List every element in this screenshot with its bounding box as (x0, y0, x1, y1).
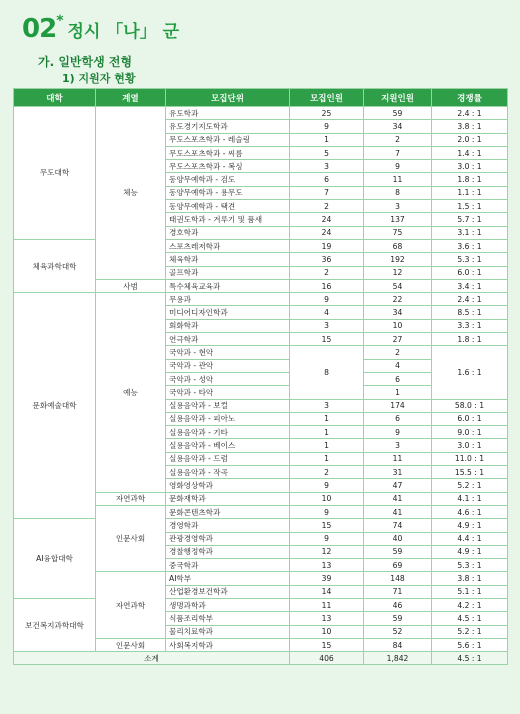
college-cell: 보건복지과학대학 (14, 598, 96, 651)
recruit-cell: 9 (290, 479, 364, 492)
applicants-cell: 27 (364, 333, 432, 346)
recruit-cell: 15 (290, 333, 364, 346)
section-title: 정시 「나」 군 (67, 22, 180, 42)
column-header-applicants: 지원인원 (364, 89, 432, 107)
total-recruit: 406 (290, 652, 364, 665)
unit-cell: 실용음악과 - 드럼 (166, 452, 290, 465)
field-cell: 체능 (96, 107, 166, 280)
applicants-cell: 34 (364, 120, 432, 133)
column-header-field: 계열 (96, 89, 166, 107)
rate-cell: 11.0 : 1 (432, 452, 508, 465)
rate-cell: 2.4 : 1 (432, 107, 508, 120)
unit-cell: 무도스포츠학과 - 복싱 (166, 160, 290, 173)
rate-cell: 4.9 : 1 (432, 519, 508, 532)
table-row (14, 239, 508, 252)
rate-cell: 5.1 : 1 (432, 585, 508, 598)
recruit-cell: 10 (290, 625, 364, 638)
rate-cell: 3.4 : 1 (432, 279, 508, 292)
applicants-cell: 2 (364, 133, 432, 146)
section-number: 02 (22, 14, 57, 44)
rate-cell: 3.8 : 1 (432, 572, 508, 585)
applicants-cell: 137 (364, 213, 432, 226)
applicants-cell: 10 (364, 319, 432, 332)
applicants-cell: 74 (364, 519, 432, 532)
section-header (22, 14, 179, 44)
applicants-cell: 41 (364, 505, 432, 518)
recruit-cell: 2 (290, 466, 364, 479)
recruit-cell: 9 (290, 532, 364, 545)
rate-cell: 4.2 : 1 (432, 598, 508, 611)
applicants-cell: 52 (364, 625, 432, 638)
unit-cell: 경호학과 (166, 226, 290, 239)
applicants-cell: 84 (364, 638, 432, 651)
unit-cell: 경영학과 (166, 519, 290, 532)
applicants-cell: 59 (364, 545, 432, 558)
recruit-cell: 16 (290, 279, 364, 292)
unit-cell: 영화영상학과 (166, 479, 290, 492)
rate-cell: 1.8 : 1 (432, 333, 508, 346)
recruit-cell: 24 (290, 213, 364, 226)
field-cell: 자연과학 (96, 492, 166, 505)
rate-cell: 5.7 : 1 (432, 213, 508, 226)
unit-cell: 물리치료학과 (166, 625, 290, 638)
recruit-cell: 3 (290, 160, 364, 173)
unit-cell: 동양무예학과 - 용무도 (166, 186, 290, 199)
unit-cell: 동양무예학과 - 택견 (166, 200, 290, 213)
column-header-college: 대학 (14, 89, 96, 107)
recruit-cell: 6 (290, 173, 364, 186)
rate-cell: 15.5 : 1 (432, 466, 508, 479)
unit-cell: 회화학과 (166, 319, 290, 332)
unit-cell: 동양무예학과 - 검도 (166, 173, 290, 186)
recruit-cell: 3 (290, 399, 364, 412)
applicants-cell: 59 (364, 612, 432, 625)
unit-cell: 무도스포츠학과 - 레슬링 (166, 133, 290, 146)
rate-cell: 58.0 : 1 (432, 399, 508, 412)
rate-cell: 3.0 : 1 (432, 439, 508, 452)
unit-cell: 산업환경보건학과 (166, 585, 290, 598)
unit-cell: 문화재학과 (166, 492, 290, 505)
unit-cell: 국악과 - 관악 (166, 359, 290, 372)
applicant-status-table (13, 88, 508, 665)
unit-cell: 중국학과 (166, 559, 290, 572)
unit-cell: 국악과 - 현악 (166, 346, 290, 359)
applicants-cell: 2 (364, 346, 432, 359)
applicants-cell: 174 (364, 399, 432, 412)
recruit-cell: 10 (290, 492, 364, 505)
unit-cell: 생명과학과 (166, 598, 290, 611)
table-row (14, 293, 508, 306)
recruit-cell: 9 (290, 120, 364, 133)
applicants-cell: 3 (364, 439, 432, 452)
applicants-cell: 69 (364, 559, 432, 572)
unit-cell: 관광경영학과 (166, 532, 290, 545)
applicants-cell: 54 (364, 279, 432, 292)
rate-cell: 4.6 : 1 (432, 505, 508, 518)
rate-cell: 4.4 : 1 (432, 532, 508, 545)
recruit-cell: 3 (290, 319, 364, 332)
unit-cell: 실용음악과 - 베이스 (166, 439, 290, 452)
unit-cell: 식품조리학부 (166, 612, 290, 625)
field-cell: 자연과학 (96, 572, 166, 638)
column-header-unit: 모집단위 (166, 89, 290, 107)
rate-cell: 3.6 : 1 (432, 239, 508, 252)
rate-cell: 4.5 : 1 (432, 612, 508, 625)
recruit-cell: 5 (290, 146, 364, 159)
recruit-cell: 15 (290, 519, 364, 532)
column-header-rate: 경쟁률 (432, 89, 508, 107)
subheading: 가. 일반학생 전형 (38, 55, 133, 69)
recruit-cell: 15 (290, 638, 364, 651)
rate-cell: 4.9 : 1 (432, 545, 508, 558)
total-row (14, 652, 508, 665)
applicants-cell: 12 (364, 266, 432, 279)
applicants-cell: 34 (364, 306, 432, 319)
column-header-recruit: 모집인원 (290, 89, 364, 107)
field-cell: 인문사회 (96, 505, 166, 571)
total-applicants: 1,842 (364, 652, 432, 665)
applicants-cell: 9 (364, 160, 432, 173)
table-row (14, 519, 508, 532)
field-cell: 예능 (96, 293, 166, 492)
recruit-cell: 25 (290, 107, 364, 120)
rate-cell: 1.5 : 1 (432, 200, 508, 213)
applicants-cell: 46 (364, 598, 432, 611)
unit-cell: 무도스포츠학과 - 씨름 (166, 146, 290, 159)
unit-cell: 유도학과 (166, 107, 290, 120)
rate-cell-merged: 1.6 : 1 (432, 346, 508, 399)
unit-cell: 실용음악과 - 보컬 (166, 399, 290, 412)
recruit-cell: 1 (290, 439, 364, 452)
recruit-cell: 11 (290, 598, 364, 611)
applicants-cell: 3 (364, 200, 432, 213)
applicants-cell: 6 (364, 372, 432, 385)
unit-cell: 특수체육교육과 (166, 279, 290, 292)
recruit-cell: 39 (290, 572, 364, 585)
rate-cell: 5.2 : 1 (432, 479, 508, 492)
recruit-cell: 1 (290, 133, 364, 146)
applicants-cell: 192 (364, 253, 432, 266)
college-cell: 체육과학대학 (14, 239, 96, 292)
rate-cell: 6.0 : 1 (432, 266, 508, 279)
applicants-cell: 31 (364, 466, 432, 479)
unit-cell: 실용음악과 - 기타 (166, 426, 290, 439)
college-cell: 무도대학 (14, 107, 96, 240)
college-cell: AI융합대학 (14, 519, 96, 599)
rate-cell: 3.3 : 1 (432, 319, 508, 332)
rate-cell: 5.3 : 1 (432, 253, 508, 266)
rate-cell: 9.0 : 1 (432, 426, 508, 439)
recruit-cell: 4 (290, 306, 364, 319)
unit-cell: 경찰행정학과 (166, 545, 290, 558)
unit-cell: 골프학과 (166, 266, 290, 279)
applicants-cell: 7 (364, 146, 432, 159)
recruit-cell-merged: 8 (290, 346, 364, 399)
table-row (14, 107, 508, 120)
unit-cell: AI학부 (166, 572, 290, 585)
rate-cell: 2.0 : 1 (432, 133, 508, 146)
rate-cell: 1.1 : 1 (432, 186, 508, 199)
table-row (14, 598, 508, 611)
applicants-cell: 47 (364, 479, 432, 492)
applicants-cell: 6 (364, 412, 432, 425)
total-rate: 4.5 : 1 (432, 652, 508, 665)
field-cell: 사범 (96, 279, 166, 292)
applicants-cell: 11 (364, 173, 432, 186)
unit-cell: 국악과 - 타악 (166, 386, 290, 399)
unit-cell: 국악과 - 성악 (166, 372, 290, 385)
applicants-cell: 22 (364, 293, 432, 306)
rate-cell: 8.5 : 1 (432, 306, 508, 319)
recruit-cell: 1 (290, 426, 364, 439)
rate-cell: 5.2 : 1 (432, 625, 508, 638)
unit-cell: 무용과 (166, 293, 290, 306)
applicants-cell: 40 (364, 532, 432, 545)
applicants-cell: 1 (364, 386, 432, 399)
rate-cell: 3.8 : 1 (432, 120, 508, 133)
recruit-cell: 7 (290, 186, 364, 199)
star-mark: * (56, 13, 64, 29)
applicants-cell: 41 (364, 492, 432, 505)
recruit-cell: 9 (290, 505, 364, 518)
college-cell: 문화예술대학 (14, 293, 96, 519)
rate-cell: 3.1 : 1 (432, 226, 508, 239)
applicants-cell: 148 (364, 572, 432, 585)
recruit-cell: 13 (290, 559, 364, 572)
recruit-cell: 12 (290, 545, 364, 558)
rate-cell: 2.4 : 1 (432, 293, 508, 306)
field-cell: 인문사회 (96, 638, 166, 651)
applicants-cell: 11 (364, 452, 432, 465)
table-header-row (14, 89, 508, 107)
rate-cell: 1.4 : 1 (432, 146, 508, 159)
recruit-cell: 1 (290, 452, 364, 465)
unit-cell: 유도경기지도학과 (166, 120, 290, 133)
recruit-cell: 2 (290, 200, 364, 213)
applicants-cell: 71 (364, 585, 432, 598)
rate-cell: 5.3 : 1 (432, 559, 508, 572)
recruit-cell: 14 (290, 585, 364, 598)
recruit-cell: 19 (290, 239, 364, 252)
rate-cell: 6.0 : 1 (432, 412, 508, 425)
recruit-cell: 9 (290, 293, 364, 306)
subsubheading: 1) 지원자 현황 (62, 72, 136, 85)
unit-cell: 체육학과 (166, 253, 290, 266)
unit-cell: 문화콘텐츠학과 (166, 505, 290, 518)
unit-cell: 미디어디자인학과 (166, 306, 290, 319)
applicants-cell: 68 (364, 239, 432, 252)
total-label: 소계 (14, 652, 290, 665)
applicants-cell: 8 (364, 186, 432, 199)
unit-cell: 실용음악과 - 피아노 (166, 412, 290, 425)
recruit-cell: 1 (290, 412, 364, 425)
unit-cell: 실용음악과 - 작곡 (166, 466, 290, 479)
recruit-cell: 36 (290, 253, 364, 266)
recruit-cell: 2 (290, 266, 364, 279)
unit-cell: 연극학과 (166, 333, 290, 346)
applicants-cell: 4 (364, 359, 432, 372)
rate-cell: 4.1 : 1 (432, 492, 508, 505)
recruit-cell: 24 (290, 226, 364, 239)
applicants-cell: 9 (364, 426, 432, 439)
rate-cell: 3.0 : 1 (432, 160, 508, 173)
recruit-cell: 13 (290, 612, 364, 625)
applicants-cell: 59 (364, 107, 432, 120)
rate-cell: 5.6 : 1 (432, 638, 508, 651)
applicants-cell: 75 (364, 226, 432, 239)
unit-cell: 사회복지학과 (166, 638, 290, 651)
unit-cell: 태권도학과 - 겨루기 및 품새 (166, 213, 290, 226)
rate-cell: 1.8 : 1 (432, 173, 508, 186)
unit-cell: 스포츠레저학과 (166, 239, 290, 252)
